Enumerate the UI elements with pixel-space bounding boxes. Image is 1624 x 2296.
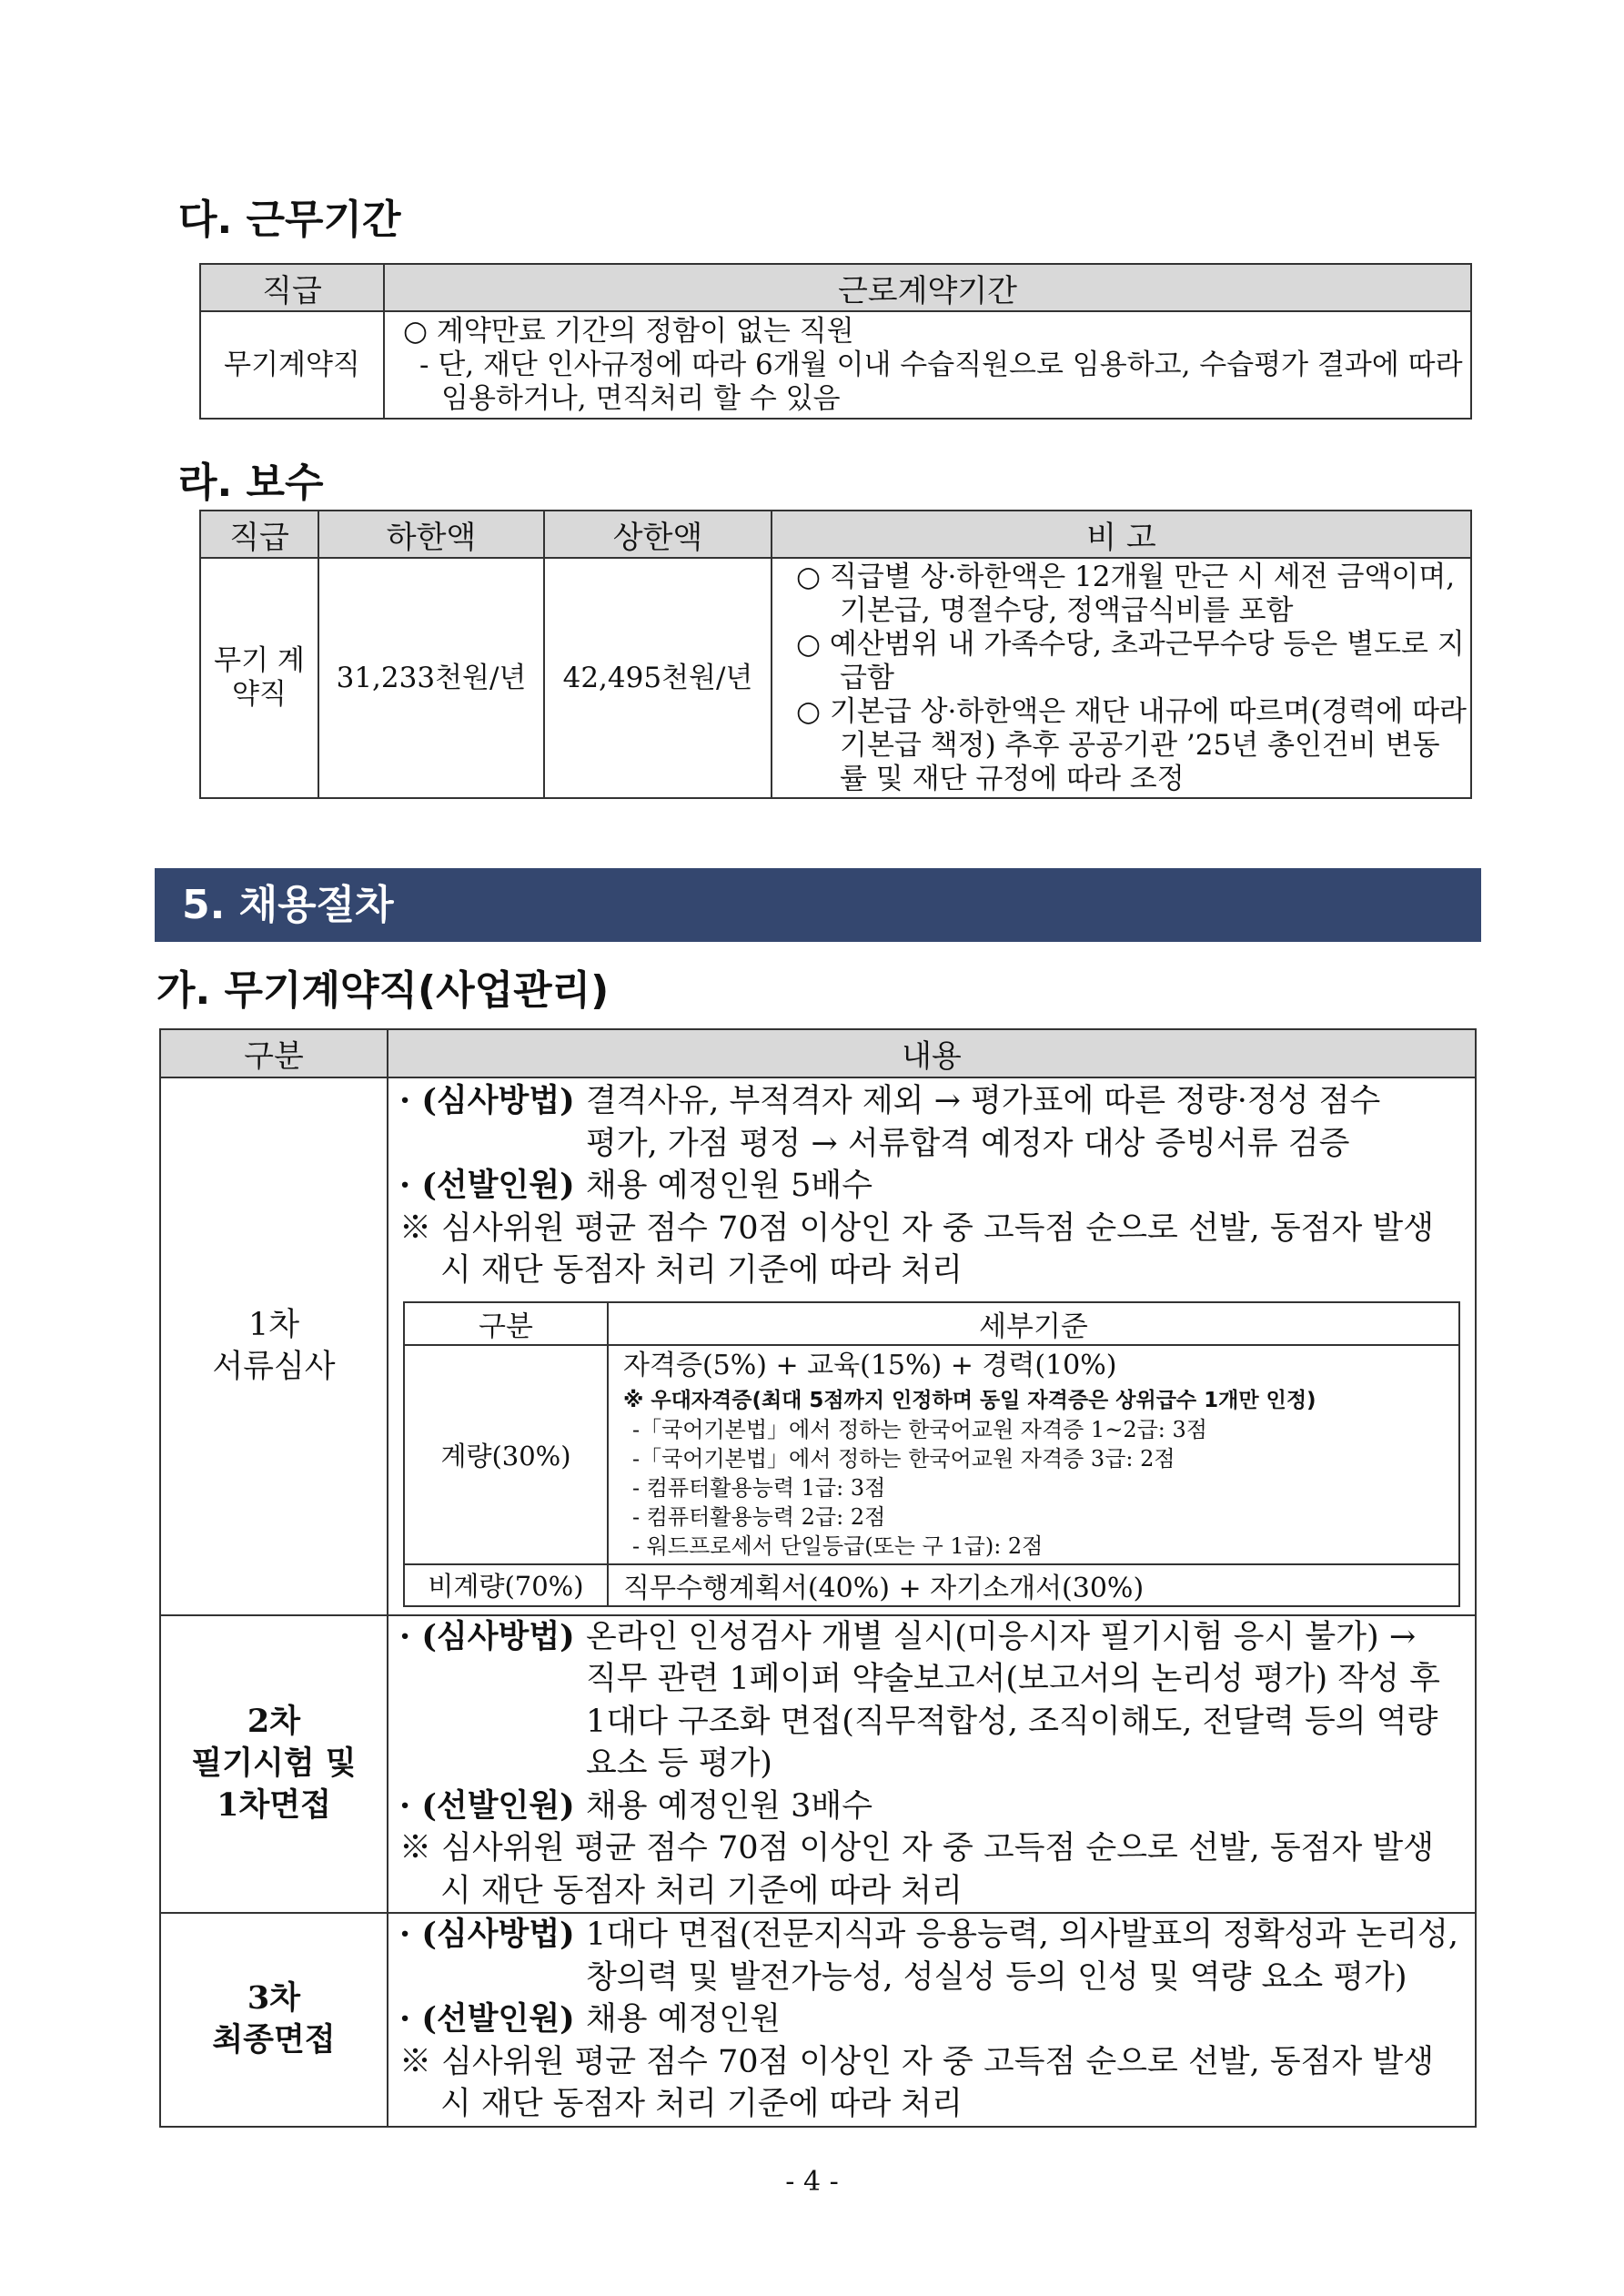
grade-cell: 무기 계약직 xyxy=(200,558,318,798)
method-text: 요소 등 평가) xyxy=(586,1745,772,1782)
method-text: 평가, 가점 평정 → 서류합격 예정자 대상 증빙서류 검증 xyxy=(586,1125,1350,1162)
method-label: · (심사방법) xyxy=(399,1082,575,1119)
stage-name: 2차 xyxy=(247,1703,301,1741)
note: ※ 심사위원 평균 점수 70점 이상인 자 중 고득점 순으로 선발, 동점자 발생 시 재단 동점자 처리 기준에 따라 처리 xyxy=(399,2043,1435,2122)
criteria-header: 구분 xyxy=(404,1302,608,1345)
remark-item: ○ 직급별 상·하한액은 12개월 만근 시 세전 금액이며, 기본급, 명절수당, 정액급식비를 포함 xyxy=(796,560,1456,627)
qual-text: 직무수행계획서(40%) + 자기소개서(30%) xyxy=(608,1564,1459,1606)
header-grade: 직급 xyxy=(200,264,384,311)
remark-item: ○ 기본급 상·하한액은 재단 내규에 따르며(경력에 따라 기본급 책정) 추후 공공기관 ’25년 총인건비 변동률 및 재단 규정에 따라 조정 xyxy=(796,694,1467,795)
stage-name: 1차 xyxy=(247,1307,300,1344)
grade-cell: 무기계약직 xyxy=(200,311,384,419)
method-label: · (심사방법) xyxy=(399,1617,575,1655)
quant-item: - 워드프로세서 단일등급(또는 구 1급): 2점 xyxy=(632,1532,1044,1559)
section-heading-salary: 라. 보수 xyxy=(178,460,324,506)
select-text: 채용 예정인원 5배수 xyxy=(586,1168,873,1204)
section-banner: 5. 채용절차 xyxy=(155,868,1481,942)
stage-name: 필기시험 및 xyxy=(191,1745,357,1783)
procedure-table xyxy=(159,1028,1477,2128)
method-text: 1대다 구조화 면접(직무적합성, 조직이해도, 전달력 등의 역량 xyxy=(586,1703,1438,1740)
select-label: · (선발인원) xyxy=(399,1167,575,1204)
note: ※ 심사위원 평균 점수 70점 이상인 자 중 고득점 순으로 선발, 동점자 발생 시 재단 동점자 처리 기준에 따라 처리 xyxy=(399,1830,1435,1909)
method-text: 직무 관련 1페이퍼 약술보고서(보고서의 논리성 평가) 작성 후 xyxy=(586,1661,1440,1697)
stage-name: 서류심사 xyxy=(212,1349,336,1386)
select-text: 채용 예정인원 3배수 xyxy=(586,1787,873,1825)
max-salary: 42,495천원/년 xyxy=(544,558,772,798)
section-heading-procedure: 가. 무기계약직(사업관리) xyxy=(156,967,610,1014)
stage-name: 1차면접 xyxy=(217,1786,331,1825)
method-text: 1대다 면접(전문지식과 응용능력, 의사발표의 정확성과 논리성, xyxy=(586,1917,1459,1953)
page-number: - 4 - xyxy=(785,2166,839,2198)
header-max: 상한액 xyxy=(544,511,772,558)
qual-label: 비계량(70%) xyxy=(404,1564,608,1606)
header-min: 하한액 xyxy=(318,511,544,558)
section-heading-work-period: 다. 근무기간 xyxy=(178,197,401,243)
quant-item: - 컴퓨터활용능력 1급: 3점 xyxy=(632,1474,886,1501)
stage-row-1 xyxy=(160,1077,1476,1615)
quant-item: - 컴퓨터활용능력 2급: 2점 xyxy=(632,1503,886,1530)
note: ※ 심사위원 평균 점수 70점 이상인 자 중 고득점 순으로 선발, 동점자 발생 시 재단 동점자 처리 기준에 따라 처리 xyxy=(399,1209,1435,1289)
stage-row-3 xyxy=(160,1913,1476,2127)
method-text: 온라인 인성검사 개별 실시(미응시자 필기시험 응시 불가) → xyxy=(586,1618,1417,1655)
header-contract-period: 근로계약기간 xyxy=(384,264,1471,311)
criteria-header: 세부기준 xyxy=(608,1302,1459,1345)
method-text: 결격사유, 부적격자 제외 → 평가표에 따른 정량·정성 점수 xyxy=(586,1083,1381,1119)
stage-name: 3차 xyxy=(247,1979,301,2018)
select-text: 채용 예정인원 xyxy=(586,2001,781,2038)
quant-note: ※ 우대자격증(최대 5점까지 인정하며 동일 자격증은 상위급수 1개만 인정) xyxy=(623,1388,1316,1412)
select-label: · (선발인원) xyxy=(399,1786,575,1825)
method-label: · (심사방법) xyxy=(399,1916,575,1953)
header-category: 구분 xyxy=(160,1029,388,1077)
criteria-table xyxy=(403,1301,1460,1607)
header-grade: 직급 xyxy=(200,511,318,558)
period-line: - 단, 재단 인사규정에 따라 6개월 이내 수습직원으로 임용하고, 수습평가 결과에 따라 임용하거나, 면직처리 할 수 있음 xyxy=(419,348,1463,415)
stage-row-2 xyxy=(160,1615,1476,1914)
salary-table xyxy=(199,510,1472,799)
header-remarks: 비 고 xyxy=(772,511,1471,558)
method-text: 창의력 및 발전가능성, 성실성 등의 인성 및 역량 요소 평가) xyxy=(586,1958,1407,1996)
period-line: ○ 계약만료 기간의 정함이 없는 직원 xyxy=(403,314,854,348)
quant-item: -「국어기본법」에서 정하는 한국어교원 자격증 3급: 2점 xyxy=(632,1445,1175,1472)
header-content: 내용 xyxy=(388,1029,1476,1077)
min-salary: 31,233천원/년 xyxy=(318,558,544,798)
select-label: · (선발인원) xyxy=(399,2000,575,2038)
work-period-table xyxy=(199,263,1472,420)
quant-item: -「국어기본법」에서 정하는 한국어교원 자격증 1~2급: 3점 xyxy=(632,1416,1207,1442)
remark-item: ○ 예산범위 내 가족수당, 초과근무수당 등은 별도로 지급함 xyxy=(796,627,1465,694)
quant-label: 계량(30%) xyxy=(404,1345,608,1564)
quant-main: 자격증(5%) + 교육(15%) + 경력(10%) xyxy=(623,1349,1117,1381)
stage-name: 최종면접 xyxy=(212,2021,336,2059)
